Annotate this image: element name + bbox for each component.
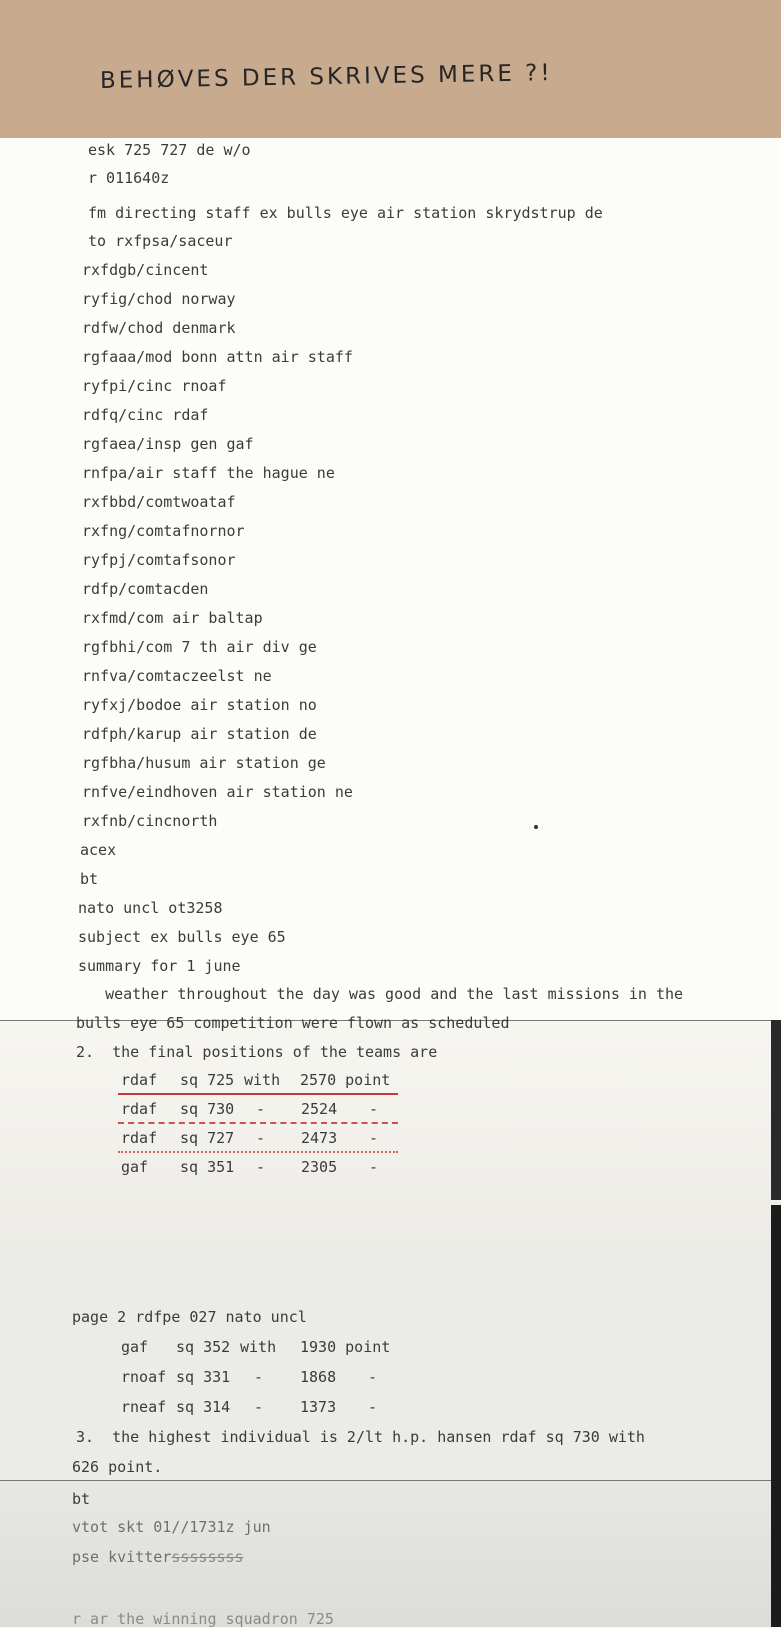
page-edge (771, 1205, 781, 1627)
message-line: 2. the final positions of the teams are (76, 1043, 438, 1061)
standing-force: rdaf (121, 1071, 158, 1089)
standing-force: rnoaf (121, 1368, 167, 1386)
message-line (72, 1548, 244, 1566)
message-line: subject ex bulls eye 65 (78, 928, 286, 946)
standing-points: 1868 (300, 1368, 337, 1386)
message-line: rxfmd/com air baltap (82, 609, 263, 627)
standing-separator: - (254, 1368, 264, 1386)
header-band (0, 0, 781, 138)
standing-squadron: sq 727 (180, 1129, 235, 1147)
standing-separator: - (256, 1129, 266, 1147)
message-line: weather throughout the day was good and the last missions in the (78, 985, 684, 1003)
message-line: nato uncl ot3258 (78, 899, 223, 917)
standing-squadron: sq 351 (180, 1158, 235, 1176)
standing-force: rneaf (121, 1398, 167, 1416)
message-line: rxfbbd/comtwoataf (82, 493, 236, 511)
message-line: ryfig/chod norway (82, 290, 236, 308)
message-line: rnfve/eindhoven air station ne (82, 783, 353, 801)
standing-points: 2570 point (300, 1071, 391, 1089)
message-line: 626 point. (72, 1458, 163, 1476)
message-line: rxfnb/cincnorth (82, 812, 218, 830)
message-line: rgfaea/insp gen gaf (82, 435, 254, 453)
message-line: 3. the highest individual is 2/lt h.p. hansen rdaf sq 730 with (76, 1428, 645, 1446)
message-line: rnfva/comtaczeelst ne (82, 667, 272, 685)
standing-squadron: sq 730 (180, 1100, 235, 1118)
message-line: rxfdgb/cincent (82, 261, 209, 279)
message-line: summary for 1 june (78, 957, 241, 975)
message-line: rdfq/cinc rdaf (82, 406, 209, 424)
red-dotted-underline (118, 1151, 398, 1153)
message-line: bt (72, 1490, 91, 1508)
message-line: acex (80, 841, 117, 859)
message-line: r 011640z (88, 169, 170, 187)
message-line: fm directing staff ex bulls eye air station skrydstrup de (88, 204, 603, 222)
message-line: rgfbha/husum air station ge (82, 754, 326, 772)
message-line: rgfaaa/mod bonn attn air staff (82, 348, 353, 366)
standing-separator: - (256, 1100, 266, 1118)
standing-force: gaf (121, 1338, 149, 1356)
message-line: esk 725 727 de w/o (88, 141, 251, 159)
message-line: rdfph/karup air station de (82, 725, 317, 743)
message-line: rdfw/chod denmark (82, 319, 236, 337)
page-edge (771, 1020, 781, 1200)
overstrike-text: ssssssss (171, 1548, 244, 1566)
ink-spot (534, 825, 538, 829)
message-line: rgfbhi/com 7 th air div ge (82, 638, 317, 656)
page2-header: page 2 rdfpe 027 nato uncl (72, 1308, 307, 1326)
standing-trail: - (369, 1158, 379, 1176)
standing-trail: - (369, 1129, 379, 1147)
acknowledge-text: pse kvitter (72, 1548, 172, 1566)
standing-trail: - (368, 1368, 378, 1386)
standing-separator: with (244, 1071, 281, 1089)
message-line: ryfxj/bodoe air station no (82, 696, 317, 714)
standing-squadron: sq 331 (176, 1368, 231, 1386)
red-dashed-underline (118, 1122, 398, 1124)
standing-squadron: sq 725 (180, 1071, 235, 1089)
standing-trail: - (369, 1100, 379, 1118)
message-line: ryfpj/comtafsonor (82, 551, 236, 569)
standing-points: 2305 (301, 1158, 338, 1176)
standing-points: 1930 point (300, 1338, 391, 1356)
red-underline (118, 1093, 398, 1095)
standing-force: gaf (121, 1158, 149, 1176)
message-line: rxfng/comtafnornor (82, 522, 245, 540)
message-line: ryfpi/cinc rnoaf (82, 377, 227, 395)
message-line: to rxfpsa/saceur (88, 232, 233, 250)
final-line: r ar the winning squadron 725 (72, 1610, 334, 1628)
standing-squadron: sq 314 (176, 1398, 231, 1416)
standing-points: 2473 (301, 1129, 338, 1147)
standing-trail: - (368, 1398, 378, 1416)
standing-separator: with (240, 1338, 277, 1356)
standing-points: 2524 (301, 1100, 338, 1118)
standing-force: rdaf (121, 1129, 158, 1147)
message-line: rdfp/comtacden (82, 580, 209, 598)
standing-separator: - (256, 1158, 266, 1176)
message-line: vtot skt 01//1731z jun (72, 1518, 271, 1536)
handwritten-note: BEHØVES DER SKRIVES MERE ?! (99, 60, 553, 94)
message-line: bulls eye 65 competition were flown as scheduled (76, 1014, 510, 1032)
message-line: rnfpa/air staff the hague ne (82, 464, 335, 482)
standing-points: 1373 (300, 1398, 337, 1416)
standing-force: rdaf (121, 1100, 158, 1118)
standing-squadron: sq 352 (176, 1338, 231, 1356)
message-line: bt (80, 870, 99, 888)
page-fold (0, 1480, 781, 1481)
standing-separator: - (254, 1398, 264, 1416)
